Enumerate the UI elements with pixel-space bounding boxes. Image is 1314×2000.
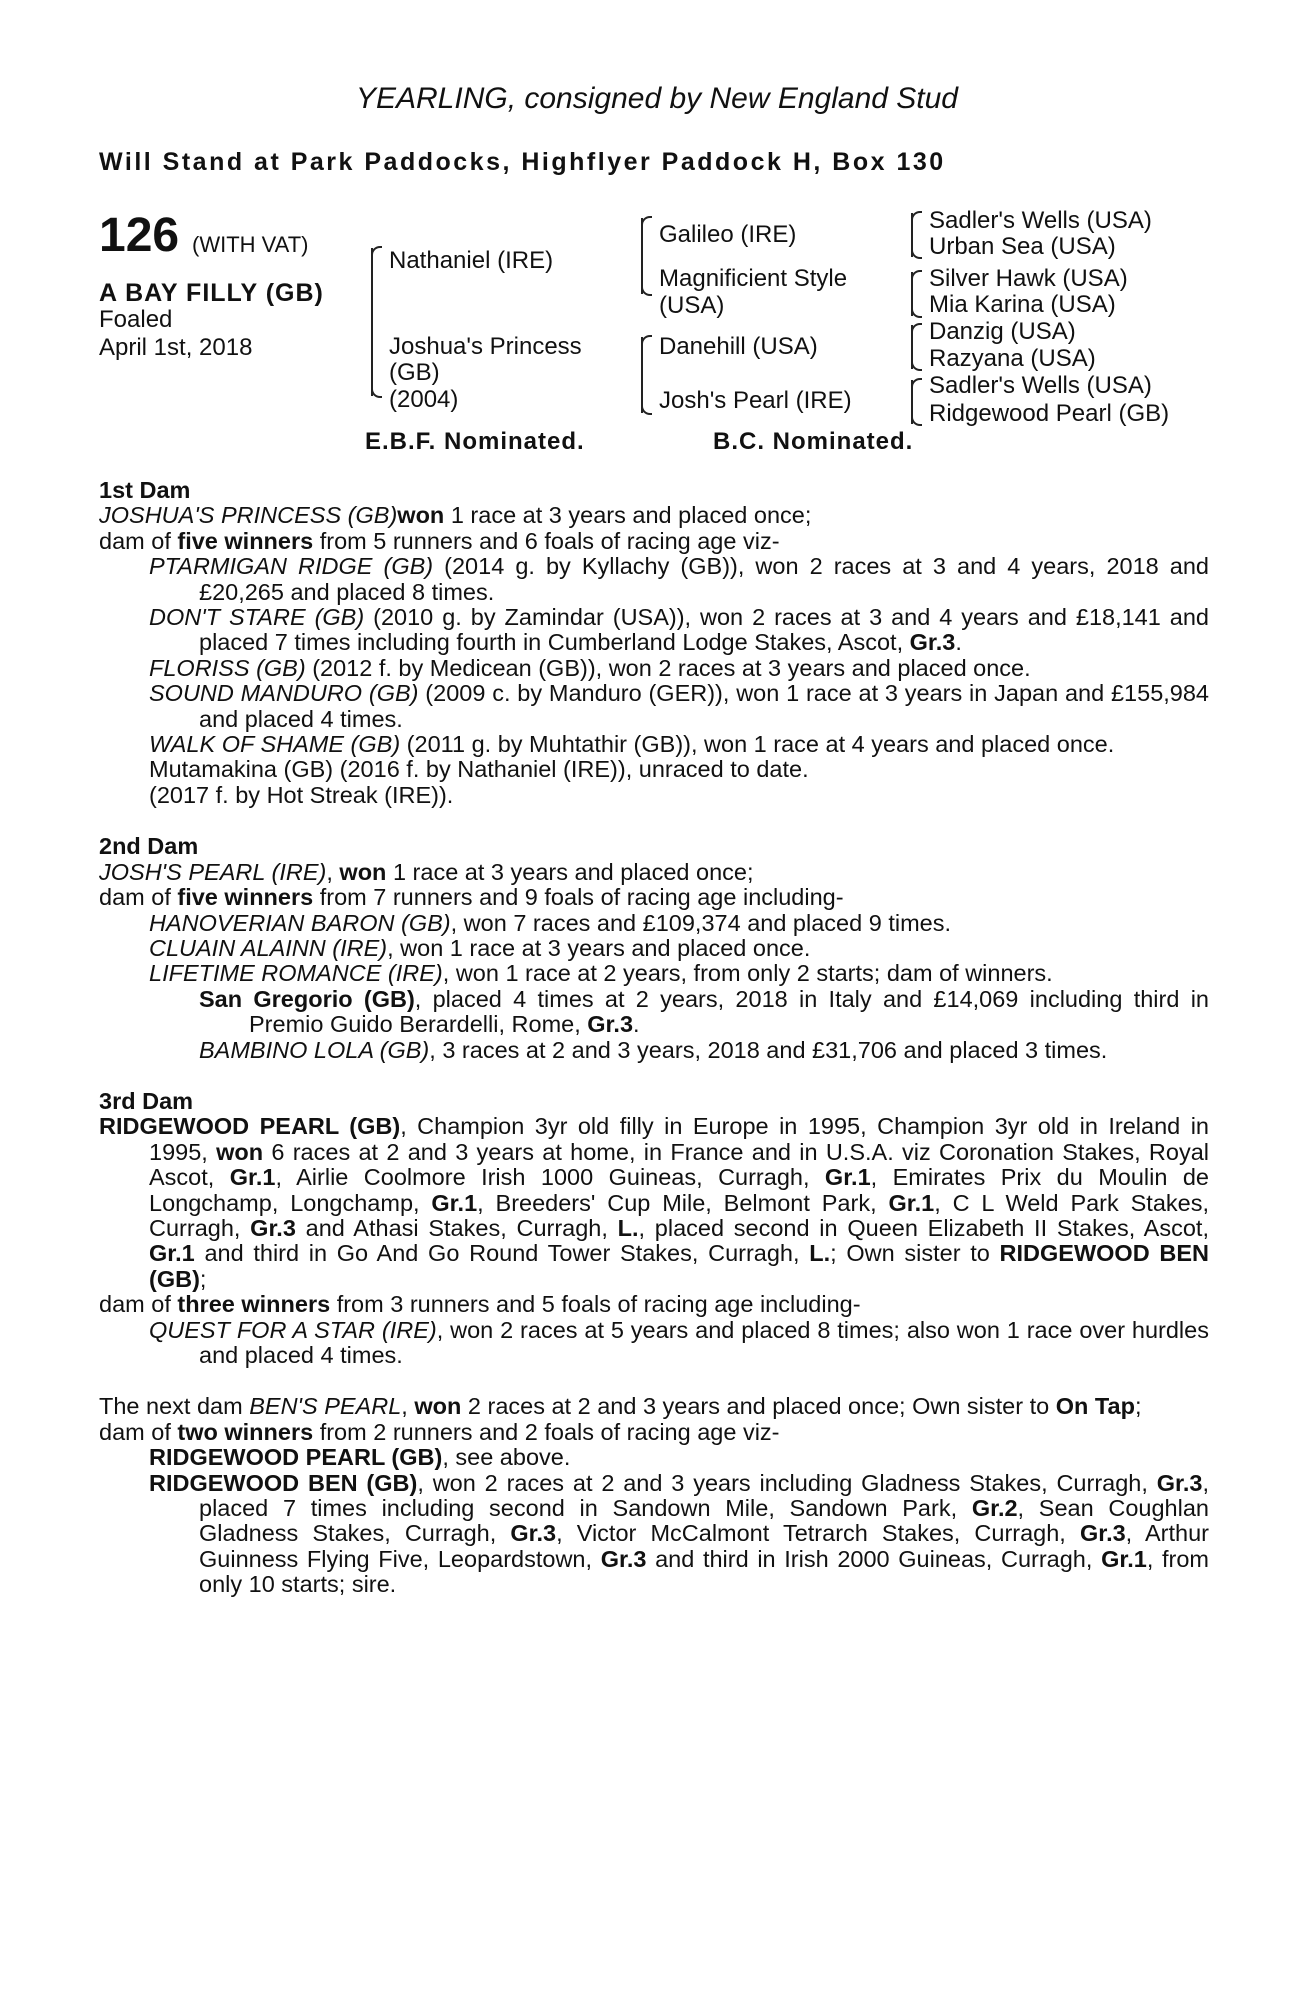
pedigree-bracket — [911, 325, 913, 369]
pedigree-dam-sire: Danehill (USA) — [659, 333, 818, 360]
vat-label: (WITH VAT) — [192, 232, 309, 257]
produce-entry: QUEST FOR A STAR (IRE), won 2 races at 5 years and placed 8 times; also won 1 race over hurdles and placed 4 times. — [149, 1316, 1209, 1368]
produce-entry: HANOVERIAN BARON (GB), won 7 races and £109,374 and placed 9 times. — [149, 909, 951, 936]
foaled-label: Foaled — [99, 306, 173, 333]
pedigree-dam: Joshua's Princess — [389, 333, 582, 360]
dam-produce-summary: dam of five winners from 7 runners and 9 foals of racing age including- — [99, 884, 844, 911]
pedigree-bracket — [371, 248, 373, 396]
produce-entry: FLORISS (GB) (2012 f. by Medicean (GB)), won 2 races at 3 years and placed once. — [149, 654, 1031, 681]
produce-entry: RIDGEWOOD PEARL (GB), see above. — [149, 1444, 571, 1471]
bc-nominated: B.C. Nominated. — [713, 428, 914, 455]
produce-entry: LIFETIME ROMANCE (IRE), won 1 race at 2 years, from only 2 starts; dam of winners. — [149, 960, 1053, 987]
dam-produce-summary: dam of five winners from 5 runners and 6 foals of racing age viz- — [99, 527, 780, 554]
grand-produce-entry: San Gregorio (GB), placed 4 times at 2 years, 2018 in Italy and £14,069 including third in Premio Guido Berardelli, Rome, Gr.3. — [199, 985, 1209, 1038]
section-heading: 2nd Dam — [99, 833, 199, 860]
pedigree-dam: (GB) — [389, 359, 440, 386]
pedigree-ancestor: Mia Karina (USA) — [929, 291, 1116, 318]
produce-entry: SOUND MANDURO (GB) (2009 c. by Manduro (GER)), won 1 race at 3 years in Japan and £155,984 and placed 4 times. — [149, 680, 1209, 732]
stand-location: Will Stand at Park Paddocks, Highflyer Paddock H, Box 130 — [99, 148, 946, 176]
produce-entry: DON'T STARE (GB) (2010 g. by Zamindar (USA)), won 2 races at 3 and 4 years and £18,141 and placed 7 times including fourth in Cumberland Lodge Stakes, Ascot, Gr.3. — [149, 604, 1209, 656]
produce-entry: PTARMIGAN RIDGE (GB) (2014 g. by Kyllachy (GB)), won 2 races at 3 and 4 years, 2018 and £20,265 and placed 8 times. — [149, 553, 1210, 605]
pedigree-sire-dam: (USA) — [659, 292, 725, 319]
pedigree-ancestor: Ridgewood Pearl (GB) — [929, 400, 1170, 427]
pedigree-dam-dam: Josh's Pearl (IRE) — [659, 387, 852, 414]
foaled-date: April 1st, 2018 — [99, 334, 253, 361]
dam-record: RIDGEWOOD PEARL (GB), Champion 3yr old filly in Europe in 1995, Champion 3yr old in Ireland in 1995, won 6 races at 2 and 3 years at home, in France and in U.S.A. viz Coronation Stakes, Royal Ascot, Gr.1, Airlie Coolmore Irish 1000 Guineas, Curragh, Gr.1, Emirates Prix du Moulin de Longchamp, Longchamp, Gr.1, Breeders' Cup Mile, Belmont Park, Gr.1, C L Weld Park Stakes, Curragh, Gr.3 and Athasi Stakes, Curragh, L., placed second in Queen Elizabeth II Stakes, Ascot, Gr.1 and third in Go And Go Round Tower Stakes, Curragh, L.; Own sister to RIDGEWOOD BEN (GB); — [99, 1113, 1210, 1292]
produce-entry: (2017 f. by Hot Streak (IRE)). — [149, 781, 454, 808]
second-dam-section — [99, 834, 1209, 1063]
dam-record: JOSHUA'S PRINCESS (GB)won 1 race at 3 years and placed once; — [99, 502, 812, 529]
pedigree-bracket — [641, 337, 643, 413]
pedigree-sire-sire: Galileo (IRE) — [659, 221, 797, 248]
produce-entry: WALK OF SHAME (GB) (2011 g. by Muhtathir (GB)), won 1 race at 4 years and placed once. — [149, 731, 1115, 758]
produce-entry: CLUAIN ALAINN (IRE), won 1 race at 3 years and placed once. — [149, 934, 811, 961]
pedigree-ancestor: Urban Sea (USA) — [929, 233, 1116, 260]
pedigree-ancestor: Sadler's Wells (USA) — [929, 207, 1152, 234]
next-dam-section — [99, 1394, 1209, 1597]
grand-produce-entry: BAMBINO LOLA (GB), 3 races at 2 and 3 years, 2018 and £31,706 and placed 3 times. — [199, 1036, 1108, 1063]
pedigree-dam: (2004) — [389, 386, 459, 413]
pedigree-bracket — [911, 272, 913, 316]
pedigree-sire-dam: Magnificient Style — [659, 265, 848, 292]
pedigree-sire: Nathaniel (IRE) — [389, 247, 554, 274]
produce-entry: RIDGEWOOD BEN (GB), won 2 races at 2 and 3 years including Gladness Stakes, Curragh, Gr.3, placed 7 times including second in Sandown Mile, Sandown Park, Gr.2, Sean Coughlan Gladness Stakes, Curragh, Gr.3, Victor McCalmont Tetrarch Stakes, Curragh, Gr.3, Arthur Guinness Flying Five, Leopardstown, Gr.3 and third in Irish 2000 Guineas, Curragh, Gr.1, from only 10 starts; sire. — [149, 1469, 1210, 1598]
produce-entry: Mutamakina (GB) (2016 f. by Nathaniel (IRE)), unraced to date. — [149, 756, 809, 783]
third-dam-section — [99, 1089, 1209, 1368]
pedigree-bracket — [641, 218, 643, 294]
pedigree-ancestor: Danzig (USA) — [929, 318, 1076, 345]
section-heading: 3rd Dam — [99, 1087, 194, 1114]
consignment-line: YEARLING, consigned by New England Stud — [355, 82, 958, 115]
lot-number: 126 — [99, 209, 180, 262]
pedigree-ancestor: Silver Hawk (USA) — [929, 265, 1128, 292]
pedigree-ancestor: Sadler's Wells (USA) — [929, 372, 1152, 399]
dam-produce-summary: dam of three winners from 3 runners and 5 foals of racing age including- — [99, 1291, 861, 1318]
first-dam-section — [99, 478, 1209, 808]
lot-description: A BAY FILLY (GB) — [99, 279, 324, 307]
dam-produce-summary: dam of two winners from 2 runners and 2 foals of racing age viz- — [99, 1418, 780, 1445]
ebf-nominated: E.B.F. Nominated. — [365, 428, 585, 455]
pedigree-ancestor: Razyana (USA) — [929, 345, 1096, 372]
pedigree-bracket — [911, 213, 913, 257]
dam-record: JOSH'S PEARL (IRE), won 1 race at 3 years and placed once; — [99, 858, 754, 885]
pedigree-bracket — [911, 380, 913, 424]
catalogue-body — [99, 478, 1209, 1624]
section-heading: 1st Dam — [99, 477, 191, 503]
dam-record: The next dam BEN'S PEARL, won 2 races at 2 and 3 years and placed once; Own sister to On Tap; — [99, 1393, 1142, 1420]
